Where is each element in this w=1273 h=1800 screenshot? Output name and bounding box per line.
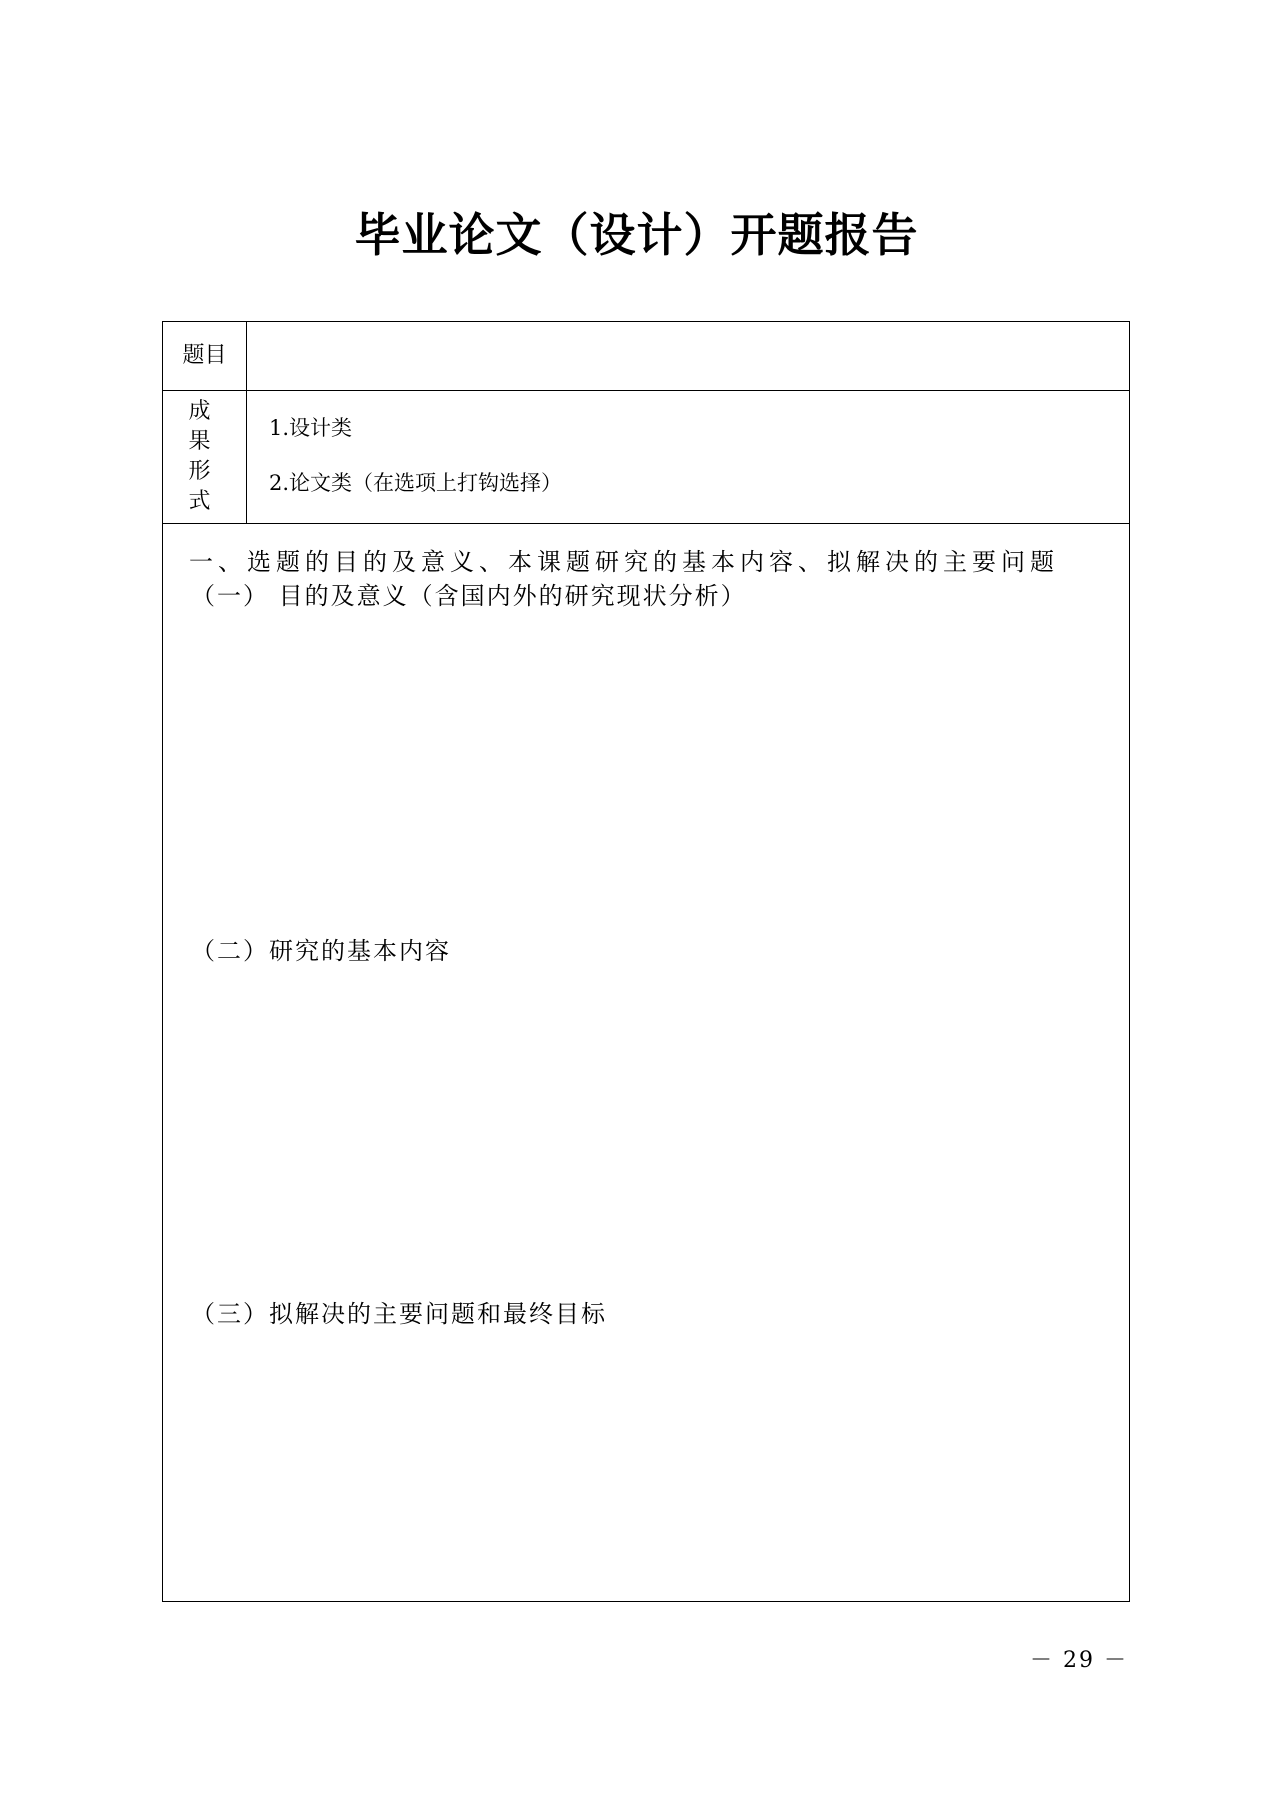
result-form-label [173,397,237,517]
result-form-options-cell [247,391,1130,524]
topic-value-cell[interactable] [247,322,1130,391]
result-form-label-line1: 成 果 [188,399,221,454]
content-cell[interactable] [163,524,1130,1602]
topic-label-cell [163,322,247,391]
option-thesis[interactable]: 2.论文类（在选项上打钩选择） [269,471,563,495]
proposal-form-table [162,321,1130,1602]
subsection-purpose: （一） 目的及意义（含国内外的研究现状分析） [191,582,747,610]
topic-label: 题目 [182,343,227,368]
option-design[interactable]: 1.设计类 [269,416,353,440]
content-row [163,524,1130,1602]
subsection-problems: （三）拟解决的主要问题和最终目标 [191,1300,607,1328]
result-form-label-line2: 形 式 [188,459,221,514]
page-number: － 29 － [1030,1648,1128,1673]
subsection-content: （二）研究的基本内容 [191,937,451,965]
result-form-label-cell [163,391,247,524]
section-heading: 一、选题的目的及意义、本课题研究的基本内容、拟解决的主要问题 [189,548,1059,576]
result-form-row [163,391,1130,524]
document-title: 毕业论文（设计）开题报告 [354,208,919,262]
topic-row [163,322,1130,391]
